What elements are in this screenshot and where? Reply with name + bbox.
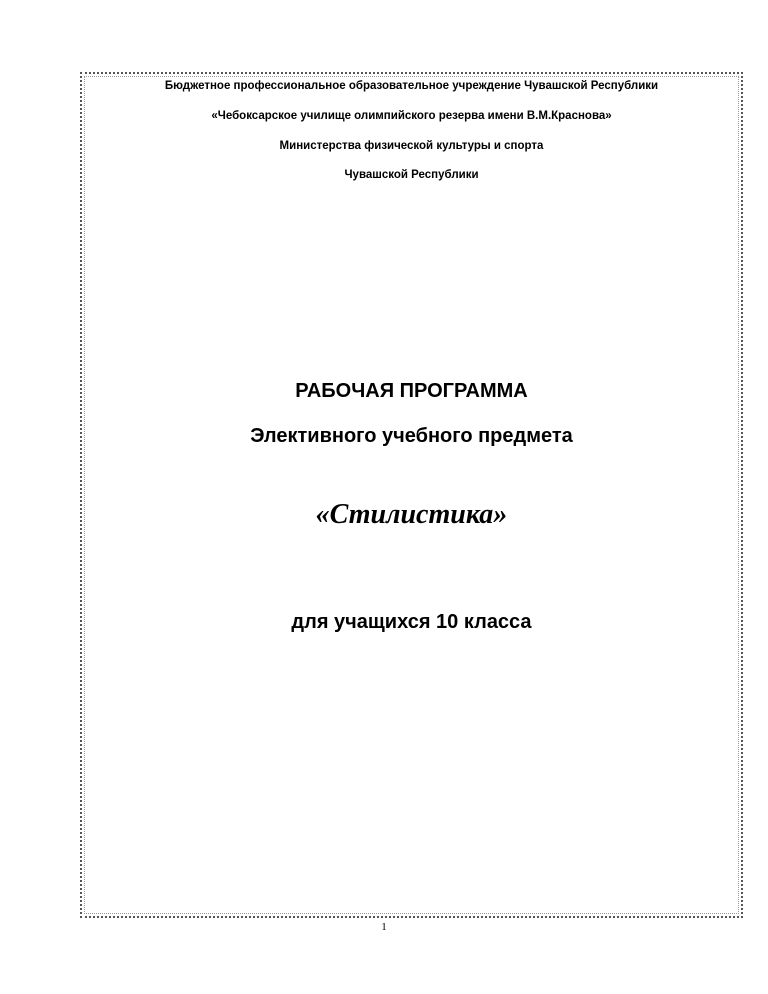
target-audience: для учащихся 10 класса bbox=[291, 611, 532, 633]
subject-title: «Стилистика» bbox=[315, 499, 508, 530]
republic-name: Чувашской Республики bbox=[344, 169, 479, 181]
page-border bbox=[80, 72, 743, 918]
document-type: РАБОЧАЯ ПРОГРАММА bbox=[295, 380, 528, 402]
institution-name: Бюджетное профессиональное образовательное учреждение Чувашской Республики bbox=[164, 80, 659, 92]
school-name: «Чебоксарское училище олимпийского резерва имени В.М.Краснова» bbox=[211, 110, 612, 122]
document-subtitle: Элективного учебного предмета bbox=[250, 425, 573, 447]
page-number: 1 bbox=[381, 921, 387, 933]
ministry-name: Министерства физической культуры и спорта bbox=[279, 140, 544, 152]
